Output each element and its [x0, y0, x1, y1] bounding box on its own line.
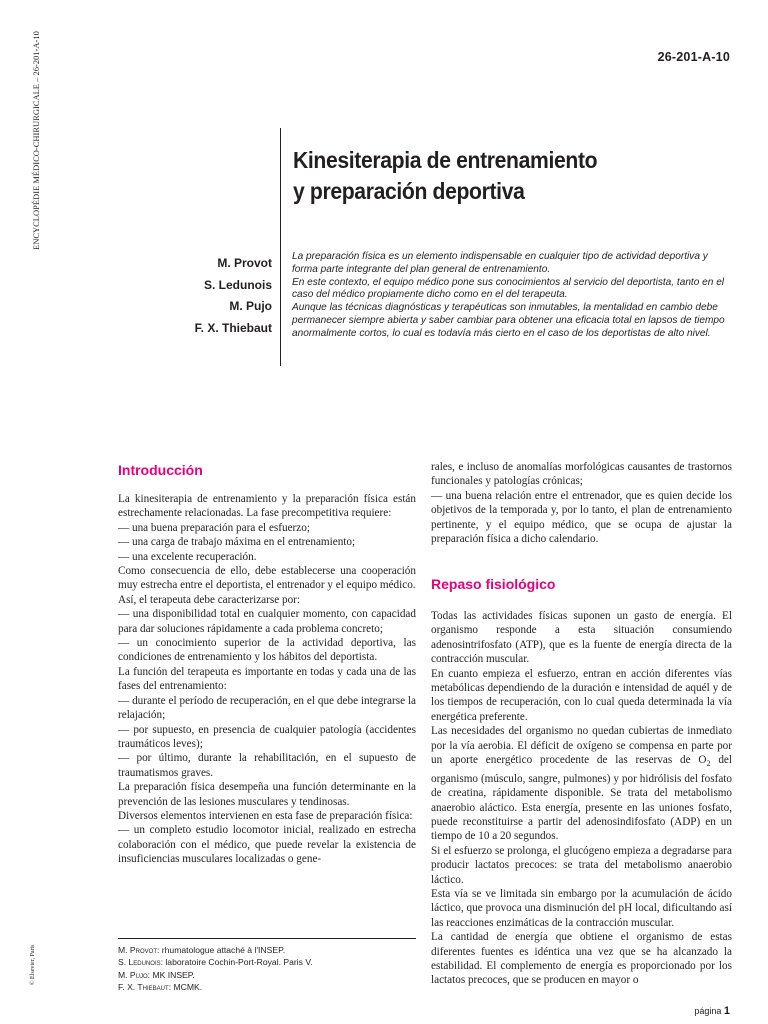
paragraph: La kinesiterapia de entrenamiento y la preparación física están estrechamente relacionadas. La fase precompetitiva requiere:	[118, 493, 416, 520]
footnote	[118, 944, 418, 956]
document-id: 26-201-A-10	[657, 50, 730, 64]
paragraph: Si el esfuerzo se prolonga, el glucógeno empieza a degradarse para producir lactatos precoces: se trata del metabolismo anaerobio láctico.	[431, 844, 732, 886]
text-fragment: del organismo (músculo, sangre, pulmones) y por hidrólisis del fosfato de creatina, rápidamente disponible. Se trata del metabolismo anaerobio aláctico. Esta energía, presente en las uniones fosfato, puede reconstituirse a partir del adenosindifosfato (ADP) en un tiempo de 10 a 20 segundos.	[431, 754, 732, 843]
section-heading-repaso-fisiologico: Repaso fisiológico	[431, 576, 556, 592]
list-item: — por último, durante la rehabilitación, en el supuesto de traumatismos graves.	[118, 752, 416, 779]
abstract-paragraph: En este contexto, el equipo médico pone sus conocimientos al servicio del deportista, tanto en el caso del médico propiamente dicho como en el del terapeuta.	[292, 276, 725, 301]
paragraph: Así, el terapeuta debe caracterizarse por:	[118, 593, 300, 606]
list-item: — una buena relación entre el entrenador, que es quien decide los objetivos de la temporada y, por lo tanto, el plan de entrenamiento pertinente, y el equipo médico, que se ocupa de ajustar la preparación física a dicho calendario.	[431, 489, 732, 546]
paragraph: La cantidad de energía que obtiene el organismo de estas diferentes fuentes es idéntica una vez que se ha alcanzado la estabilidad. El complemento de energía es proporcionado por los lactatos precoces, que se producen en mayor o	[431, 931, 732, 987]
paragraph: Todas las actividades físicas suponen un gasto de energía. El organismo responde a esta situación consumiendo adenosintrifosfato (ATP), que es la fuente de energía directa de la contracción muscular.	[431, 610, 732, 666]
footnote-author: M. Provot	[118, 945, 157, 955]
page-number-value: 1	[723, 1005, 730, 1017]
list-item: — una excelente recuperación.	[118, 550, 257, 563]
paragraph: En cuanto empieza el esfuerzo, entran en acción diferentes vías metabólicas dependiendo de la duración e intensidad de aquél y de los tiempos de recuperación, con lo cual queda determinada la vía energética preferente.	[431, 667, 732, 723]
footnote	[118, 956, 418, 968]
right-column-continuation	[431, 460, 732, 546]
footnote-divider	[118, 938, 416, 939]
paragraph	[431, 724, 732, 843]
footnote-affiliation: : rhumatologue attaché à l'INSEP.	[157, 945, 286, 955]
text-fragment: Las necesidades del organismo no quedan cubiertas de inmediato por la vía aerobia. El déficit de oxígeno se compensa en parte por un aporte energético procedente de las reservas de O	[431, 725, 732, 767]
footnote	[118, 969, 418, 981]
list-item: — durante el período de recuperación, en el que debe integrarse la relajación;	[118, 694, 416, 722]
right-column-body	[431, 609, 732, 988]
footnote-affiliation: : MK INSEP.	[147, 969, 195, 980]
author: S. Ledunois	[203, 277, 272, 292]
list-item: — una carga de trabajo máxima en el entrenamiento;	[118, 536, 356, 549]
list-item: — una buena preparación para el esfuerzo;	[118, 521, 310, 534]
encyclopedia-side-label: ENCYCLOPÉDIE MÉDICO-CHIRURGICALE – 26-201-A-10	[31, 31, 41, 250]
paragraph: La preparación física desempeña una función determinante en la prevención de las lesiones musculares y tendinosas.	[118, 781, 416, 808]
page-label: página	[694, 1006, 722, 1016]
footnote-affiliation: : MCMK.	[168, 981, 203, 992]
list-item: — una disponibilidad total en cualquier momento, con capacidad para dar soluciones rápidamente a cada problema concreto;	[118, 608, 416, 635]
paragraph: Esta vía se ve limitada sin embargo por la acumulación de ácido láctico, que provoca una disminución del pH local, dificultando así las reacciones enzimáticas de la contracción muscular.	[431, 887, 732, 929]
author-footnotes	[118, 944, 418, 993]
article-title	[293, 145, 689, 207]
subscript: 2	[706, 759, 711, 769]
list-item: rales, e incluso de anomalías morfológicas causantes de trastornos funcionales y patologías crónicas;	[431, 461, 732, 488]
page-number	[694, 1005, 730, 1017]
section-heading-introduccion: Introducción	[118, 462, 203, 478]
footnote	[118, 981, 418, 993]
abstract-paragraph: La preparación física es un elemento indispensable en cualquier tipo de actividad deportiva y forma parte integrante del plan general de entrenamiento.	[292, 251, 708, 275]
title-line-2: y preparación deportiva	[293, 178, 525, 204]
paragraph: Diversos elementos intervienen en esta fase de preparación física:	[118, 809, 413, 822]
title-divider	[280, 128, 281, 366]
left-column-body	[118, 492, 416, 867]
footnote-author: F. X. Thiebaut	[118, 981, 169, 992]
author-list	[195, 253, 272, 339]
list-item: — un completo estudio locomotor inicial, realizado en estrecha colaboración con el médico, que puede revelar la existencia de insuficiencias musculares localizadas o gene-	[118, 824, 416, 866]
author: F. X. Thiebaut	[194, 320, 272, 335]
paragraph: La función del terapeuta es importante en todas y cada una de las fases del entrenamiento:	[118, 665, 416, 693]
paragraph: Como consecuencia de ello, debe establecerse una cooperación muy estrecha entre el deportista, el entrenador y el equipo médico.	[118, 565, 416, 592]
list-item: — un conocimiento superior de la actividad deportiva, las condiciones de entrenamiento y los hábitos del deportista.	[118, 637, 416, 664]
abstract-paragraph: Aunque las técnicas diagnósticas y terapéuticas son inmutables, la mentalidad en cambio debe permanecer siempre abierta y saber cambiar para obtener una eficacia total en lapsos de tiempo anormalmente cortos, lo cual es todavía más cierto en el caso de los deportistas de alto nivel.	[292, 302, 725, 339]
footnote-author: M. Pujo	[118, 969, 148, 980]
author: M. Provot	[217, 256, 272, 270]
author: M. Pujo	[229, 299, 272, 313]
copyright-notice: © Elsevier, Paris	[30, 944, 36, 985]
abstract	[292, 251, 732, 341]
title-line-1: Kinesiterapia de entrenamiento	[293, 147, 598, 173]
list-item: — por supuesto, en presencia de cualquier patología (accidentes traumáticos leves);	[118, 723, 416, 750]
footnote-affiliation: : laboratoire Cochin-Port-Royal. Paris V.	[160, 957, 313, 968]
footnote-author: S. Ledunois	[118, 957, 161, 968]
